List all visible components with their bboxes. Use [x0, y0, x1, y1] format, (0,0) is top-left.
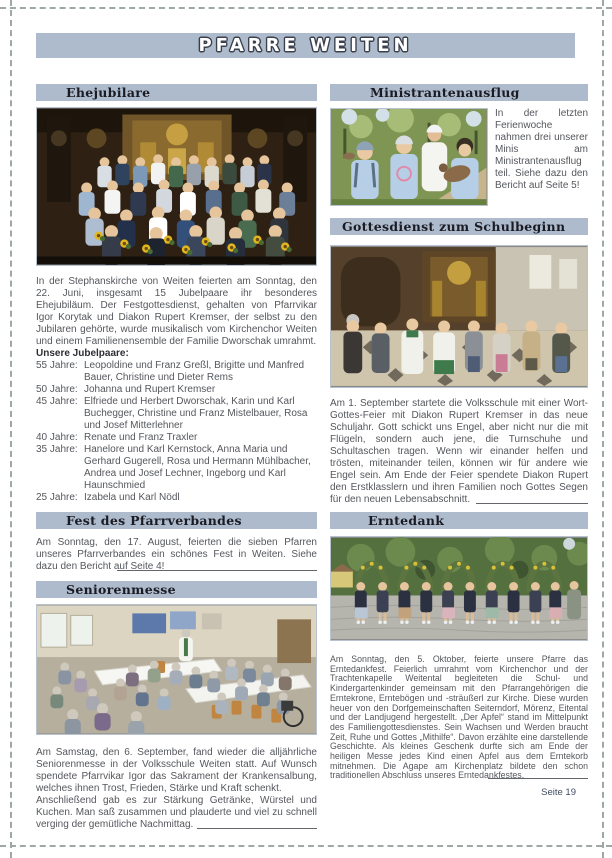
- paragraph-end-rule: [197, 828, 317, 829]
- jubilee-row: [36, 492, 317, 504]
- jubilee-names: Johanna und Rupert Kremser: [84, 384, 216, 395]
- section-header-ministranten: Ministrantenausflug: [330, 84, 588, 101]
- page-number: Seite 19: [541, 787, 576, 799]
- page-title: PFARRE WEITEN: [198, 35, 413, 56]
- left-column: [36, 84, 317, 829]
- jubilee-names: Izabela und Karl Nödl: [84, 492, 180, 503]
- jubelpaare-heading: Unsere Jubelpaare:: [36, 348, 129, 359]
- jubilee-years: 45 Jahre:: [36, 396, 78, 407]
- paragraph-end-rule: [476, 503, 588, 504]
- section-header-seniorenmesse: Seniorenmesse: [36, 581, 317, 598]
- crop-mark-right: [602, 0, 604, 858]
- ministranten-photo: [330, 108, 488, 206]
- ministranten-media: [330, 108, 588, 206]
- schulbeginn-paragraph: Am 1. September startete die Volksschule mit einer Wort-Gottes-Feier mit Diakon Rupert Kremser in das neue Schuljahr. Gott schickt uns Engel, aber nicht nur die mit Flügeln, sondern auch jene, die Turnschuhe und Schultaschen tragen. Wenn wir einander helfen und trösten, miteinander teilen, können wir für andere wie Engel sein. Am Ende der Feier spendete Diakon Rupert den Erstklasslern und ihren Familien noch Gottes Segen für den neuen Lebensabschnitt.: [330, 398, 588, 505]
- seniorenmesse-paragraph-1: Am Samstag, den 6. September, fand wieder die alljährliche Seniorenmesse in der Volksschule Weiten statt. Auf Wunsch spendete Pfarrvikar Igor das Sakrament der Krankensalbung, welches ihnen Trost, Frieden, Stärke und Kraft schenkt.: [36, 747, 317, 794]
- jubilee-names: Leopoldine und Franz Greßl, Brigitte und Manfred Bauer, Christine und Dieter Rems: [84, 360, 305, 383]
- jubilee-row: [36, 396, 317, 432]
- ministranten-paragraph: In der letzten Ferienwoche nahmen drei unserer Minis am Ministrantenausflug teil. Siehe dazu den Bericht auf Seite 5!: [495, 108, 588, 191]
- section-header-schulbeginn: Gottesdienst zum Schulbeginn: [330, 218, 588, 235]
- jubilee-names: Hanelore und Karl Kernstock, Anna Maria und Gerhard Gugerell, Rosa und Hermann Mühlbacher, Andrea und Josef Lechner, Ingeborg und Karl Haunschmied: [84, 444, 311, 491]
- jubilee-years: 55 Jahre:: [36, 360, 78, 371]
- jubilee-row: [36, 384, 317, 396]
- seniorenmesse-paragraph-2: Anschließend gab es zur Stärkung Getränke, Würstel und Kuchen. Man saß zusammen und plauderte und viel zu schnell verging der gemütliche Nachmittag.: [36, 795, 317, 830]
- seniorenmesse-photo: [36, 604, 317, 735]
- pfarrverband-paragraph: Am Sonntag, den 17. August, feierten die sieben Pfarren unseres Pfarrverbandes ein schönes Fest in Weiten. Siehe dazu den Bericht auf Seite 4!: [36, 537, 317, 572]
- section-header-ehejubilare: Ehejubilare: [36, 84, 317, 101]
- erntedank-photo: [330, 536, 588, 641]
- ehejubilare-group-photo: [36, 107, 317, 266]
- page-title-bar: [36, 33, 575, 58]
- jubilee-row: [36, 444, 317, 492]
- jubilee-years: 35 Jahre:: [36, 444, 78, 455]
- jubilee-row: [36, 432, 317, 444]
- erntedank-paragraph: Am Sonntag, den 5. Oktober, feierte unsere Pfarre das Erntedankfest. Feierlich umrahmt vom Kirchenchor und der Trachtenkapelle Weitental begleiteten die Schul- und Kindergartenkinder gemeinsam mit den Pfarrangehörigen die Erntekrone, Erntebögen und -sträußerl zur Kirche. Diese wurden heuer von den Dorfgemeinschaften Seiterndorf, Mörenz, Eitental und der Landjugend hergestellt. „Der Apfel“ stand im Mittelpunkt des Familiengottesdienstes. Sein Wachsen und Werden braucht Zeit, Ruhe und Gottes „Mithilfe“. Davon erzählte eine darstellende Geschichte. Als kleines Geschenk durfte sich am Ende der heiligen Messe jedes Kind einen Apfel aus dem Erntekorb mitnehmen. Die Agape am Kirchenplatz bildete den schon traditionellen Abschluss unseres Erntedankfestes.: [330, 654, 588, 781]
- section-header-pfarrverband: Fest des Pfarrverbandes: [36, 512, 317, 529]
- jubilee-names: Renate und Franz Traxler: [84, 432, 198, 443]
- crop-mark-top: [0, 7, 612, 9]
- jubilee-years: 25 Jahre:: [36, 492, 78, 503]
- jubilee-years: 50 Jahre:: [36, 384, 78, 395]
- jubilee-row: [36, 360, 317, 384]
- jubilee-names: Elfriede und Herbert Dworschak, Karin und Karl Buchegger, Christine und Franz Mistelbauer, Rosa und Josef Mitterlehner: [84, 396, 308, 431]
- crop-mark-left: [10, 0, 12, 858]
- right-column: [330, 84, 588, 798]
- jubilee-years: 40 Jahre:: [36, 432, 78, 443]
- crop-mark-bottom: [0, 845, 612, 847]
- schulbeginn-photo: [330, 245, 588, 388]
- ehejubilare-paragraph: In der Stephanskirche von Weiten feierten am Sonntag, den 22. Juni, insgesamt 15 Jubelpaare ihr besonderes Ehejubiläum. Der Festgottesdienst, gehalten von Pfarrvikar Igor Korytak und Diakon Rupert Kremser, der selbst zu den Jubilaren gehörte, wurde musikalisch vom Kirchenchor Weiten und einem Familienensemble der Familie Dworschak umrahmt.: [36, 276, 317, 347]
- section-header-erntedank: Erntedank: [330, 512, 588, 529]
